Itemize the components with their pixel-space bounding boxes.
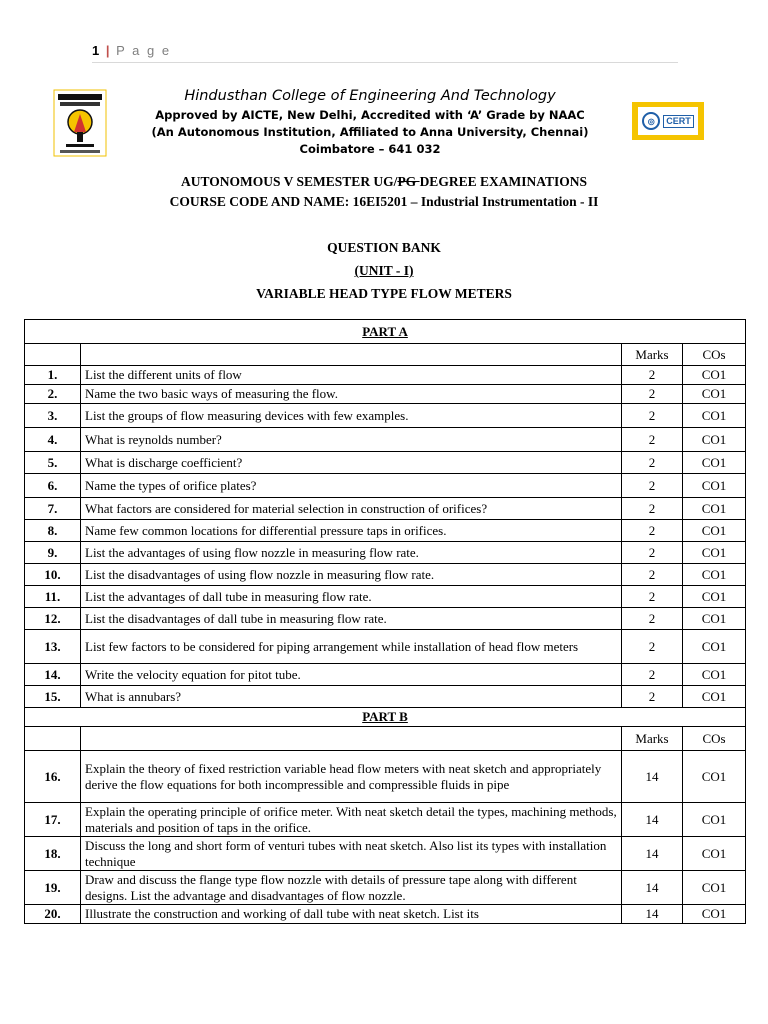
- table-row: [25, 474, 746, 498]
- approval-line: Approved by AICTE, New Delhi, Accredited with ‘A’ Grade by NAAC: [155, 108, 585, 122]
- question-text: Explain the theory of fixed restriction variable head flow meters with neat sketch and appropriately derive the flow equations for both incompressible and compressible fluids in pipe: [81, 751, 622, 803]
- table-row: [25, 905, 746, 924]
- question-number: 19.: [25, 871, 81, 905]
- table-row: [25, 837, 746, 871]
- question-number: 20.: [25, 905, 81, 924]
- question-marks: 2: [622, 428, 683, 452]
- question-text: List the groups of flow measuring devices with few examples.: [81, 404, 622, 428]
- question-marks: 2: [622, 586, 683, 608]
- question-co: CO1: [683, 498, 746, 520]
- table-row: [25, 686, 746, 708]
- question-marks: 2: [622, 385, 683, 404]
- table-row: [25, 871, 746, 905]
- question-co: CO1: [683, 385, 746, 404]
- certification-badge: [638, 107, 698, 135]
- table-row: [25, 803, 746, 837]
- question-marks: 14: [622, 803, 683, 837]
- question-number: 11.: [25, 586, 81, 608]
- table-row: [25, 452, 746, 474]
- question-marks: 2: [622, 498, 683, 520]
- question-text: List the disadvantages of dall tube in measuring flow rate.: [81, 608, 622, 630]
- question-text: What factors are considered for material selection in construction of orifices?: [81, 498, 622, 520]
- unit-title: (UNIT - I): [354, 263, 414, 278]
- question-marks: 2: [622, 686, 683, 708]
- question-marks: 14: [622, 751, 683, 803]
- question-co: CO1: [683, 630, 746, 664]
- question-text: What is discharge coefficient?: [81, 452, 622, 474]
- affiliation-line: (An Autonomous Institution, Affiliated to Anna University, Chennai): [151, 125, 589, 139]
- page-separator: |: [105, 43, 110, 58]
- question-marks: 2: [622, 366, 683, 385]
- question-marks: 2: [622, 608, 683, 630]
- question-co: CO1: [683, 664, 746, 686]
- question-co: CO1: [683, 686, 746, 708]
- question-bank-title: QUESTION BANK: [327, 240, 441, 255]
- table-row: [25, 564, 746, 586]
- marks-header: Marks: [622, 344, 683, 366]
- question-co: CO1: [683, 452, 746, 474]
- table-row: [25, 751, 746, 803]
- question-text: Name the types of orifice plates?: [81, 474, 622, 498]
- table-row: [25, 630, 746, 664]
- question-co: CO1: [683, 520, 746, 542]
- question-co: CO1: [683, 837, 746, 871]
- page-number: 1: [92, 43, 100, 58]
- struck-text: PG: [397, 174, 420, 189]
- question-text: Write the velocity equation for pitot tube.: [81, 664, 622, 686]
- question-text: Draw and discuss the flange type flow nozzle with details of pressure tape along with different designs. List the advantage and disadvantages of flow nozzle.: [81, 871, 622, 905]
- question-text: Name few common locations for differential pressure taps in orifices.: [81, 520, 622, 542]
- question-marks: 2: [622, 452, 683, 474]
- question-co: CO1: [683, 366, 746, 385]
- question-text: List the different units of flow: [81, 366, 622, 385]
- part-a-title: PART A: [25, 320, 746, 344]
- question-number: 3.: [25, 404, 81, 428]
- question-number: 10.: [25, 564, 81, 586]
- question-marks: 2: [622, 542, 683, 564]
- page-header: [92, 43, 678, 63]
- question-co: CO1: [683, 586, 746, 608]
- location-line: Coimbatore – 641 032: [299, 142, 441, 156]
- question-co: CO1: [683, 608, 746, 630]
- question-marks: 2: [622, 564, 683, 586]
- question-text: Name the two basic ways of measuring the flow.: [81, 385, 622, 404]
- globe-icon: ◎: [642, 112, 660, 130]
- question-number: 14.: [25, 664, 81, 686]
- table-row: [25, 542, 746, 564]
- cos-header: COs: [683, 344, 746, 366]
- question-co: CO1: [683, 871, 746, 905]
- question-number: 12.: [25, 608, 81, 630]
- question-marks: 14: [622, 871, 683, 905]
- question-text: List the advantages of dall tube in measuring flow rate.: [81, 586, 622, 608]
- table-row: [25, 664, 746, 686]
- question-co: CO1: [683, 404, 746, 428]
- question-co: CO1: [683, 751, 746, 803]
- question-marks: 2: [622, 404, 683, 428]
- question-number: 8.: [25, 520, 81, 542]
- question-number: 2.: [25, 385, 81, 404]
- table-row: [25, 498, 746, 520]
- question-text: Explain the operating principle of orifice meter. With neat sketch detail the types, machining methods, materials and position of taps in the orifice.: [81, 803, 622, 837]
- question-text: What is annubars?: [81, 686, 622, 708]
- question-number: 9.: [25, 542, 81, 564]
- table-row: [25, 608, 746, 630]
- question-number: 1.: [25, 366, 81, 385]
- question-text: List the disadvantages of using flow nozzle in measuring flow rate.: [81, 564, 622, 586]
- question-number: 13.: [25, 630, 81, 664]
- course-line: COURSE CODE AND NAME: 16EI5201 – Industrial Instrumentation - II: [169, 194, 599, 209]
- question-number: 15.: [25, 686, 81, 708]
- table-row: [25, 366, 746, 385]
- college-name: Hindusthan College of Engineering And Technology: [184, 88, 556, 104]
- question-text: What is reynolds number?: [81, 428, 622, 452]
- question-co: CO1: [683, 905, 746, 924]
- question-co: CO1: [683, 564, 746, 586]
- table-row: [25, 385, 746, 404]
- question-co: CO1: [683, 803, 746, 837]
- question-marks: 14: [622, 837, 683, 871]
- table-row: [25, 428, 746, 452]
- question-number: 18.: [25, 837, 81, 871]
- marks-header: Marks: [622, 727, 683, 751]
- question-marks: 2: [622, 630, 683, 664]
- table-row: [25, 404, 746, 428]
- question-number: 7.: [25, 498, 81, 520]
- table-row: [25, 586, 746, 608]
- question-marks: 2: [622, 520, 683, 542]
- question-bank-heading: [60, 236, 708, 305]
- question-marks: 2: [622, 664, 683, 686]
- question-text: List few factors to be considered for piping arrangement while installation of head flow meters: [81, 630, 622, 664]
- college-logo: [52, 88, 108, 158]
- question-number: 16.: [25, 751, 81, 803]
- topic-title: VARIABLE HEAD TYPE FLOW METERS: [256, 286, 512, 301]
- question-table: [24, 319, 746, 924]
- question-co: CO1: [683, 542, 746, 564]
- cos-header: COs: [683, 727, 746, 751]
- question-number: 4.: [25, 428, 81, 452]
- table-row: [25, 520, 746, 542]
- cert-label: CERT: [663, 115, 694, 128]
- question-text: Illustrate the construction and working of dall tube with neat sketch. List its: [81, 905, 622, 924]
- question-number: 17.: [25, 803, 81, 837]
- certification-logo: [632, 102, 704, 140]
- question-number: 5.: [25, 452, 81, 474]
- part-b-title: PART B: [25, 708, 746, 727]
- question-co: CO1: [683, 474, 746, 498]
- question-number: 6.: [25, 474, 81, 498]
- question-marks: 2: [622, 474, 683, 498]
- question-co: CO1: [683, 428, 746, 452]
- page-word: P a g e: [116, 43, 172, 58]
- question-text: List the advantages of using flow nozzle in measuring flow rate.: [81, 542, 622, 564]
- exam-line-1: AUTONOMOUS V SEMESTER UG/PG DEGREE EXAMINATIONS: [181, 174, 587, 189]
- college-heading: [110, 88, 630, 158]
- question-marks: 14: [622, 905, 683, 924]
- question-text: Discuss the long and short form of venturi tubes with neat sketch. Also list its types with installation technique: [81, 837, 622, 871]
- exam-title: [60, 172, 708, 212]
- question-table-body: [25, 320, 746, 924]
